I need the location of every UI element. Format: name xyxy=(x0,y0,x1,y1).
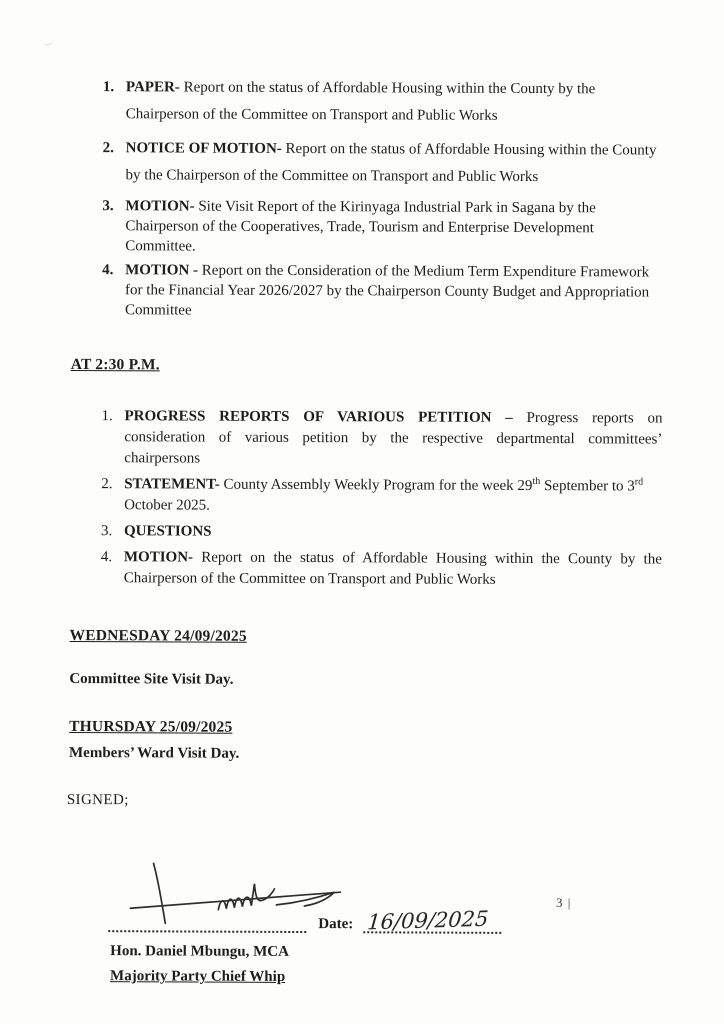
morning-agenda-list xyxy=(102,74,664,322)
item-body: Report on the status of Affordable Housing within the County by the Chairperson of the Committee on Transport and Public Works xyxy=(125,79,596,124)
list-item-motion-expenditure xyxy=(102,260,663,322)
list-item-progress-reports xyxy=(101,406,662,471)
item-text xyxy=(125,196,663,258)
item-number: 3. xyxy=(102,198,114,215)
list-item-motion-housing xyxy=(101,547,662,591)
wednesday-heading: WEDNESDAY 24/09/2025 xyxy=(69,626,247,645)
item-text xyxy=(125,260,663,322)
list-item-paper xyxy=(103,74,664,130)
signed-label: SIGNED; xyxy=(66,791,129,809)
list-item-notice-of-motion xyxy=(102,135,663,191)
item-text xyxy=(124,521,662,544)
list-item-questions xyxy=(101,521,662,544)
item-label: NOTICE OF MOTION- xyxy=(125,140,282,157)
item-body: October 2025. xyxy=(124,497,210,514)
ordinal-superscript: rd xyxy=(634,476,644,488)
ordinal-superscript: th xyxy=(532,476,541,488)
item-label: MOTION- xyxy=(123,549,194,566)
item-text xyxy=(126,74,664,130)
wednesday-note: Committee Site Visit Day. xyxy=(69,670,234,688)
item-label: STATEMENT- xyxy=(124,476,220,493)
page-number: 3 | xyxy=(556,895,572,910)
item-body: County Assembly Weekly Program for the week 29 xyxy=(219,476,533,495)
signatory-title: Majority Party Chief Whip xyxy=(110,968,286,985)
date-dotted-line xyxy=(363,906,501,935)
afternoon-sitting-heading: AT 2:30 P.M. xyxy=(70,355,160,374)
date-label: Date: xyxy=(318,916,354,933)
item-label: MOTION - xyxy=(125,262,199,279)
item-number: 4. xyxy=(102,262,114,279)
list-item-statement xyxy=(101,474,662,518)
afternoon-agenda-list xyxy=(101,406,663,591)
item-label: MOTION- xyxy=(125,198,195,215)
item-body: Report on the Consideration of the Medium Term Expenditure Framework for the Financial Year 2026/2027 by the Chairperson County Budget and Appropriation Committee xyxy=(124,262,650,319)
item-number: 2. xyxy=(102,140,114,157)
item-number: 4. xyxy=(100,549,113,566)
signature-dotted-line xyxy=(108,916,306,933)
document-content xyxy=(66,74,664,985)
scan-speck xyxy=(43,37,54,46)
signatory-name: Hon. Daniel Mbungu, MCA xyxy=(110,943,289,960)
signature-date-row xyxy=(108,906,501,935)
item-number: 1. xyxy=(102,79,115,96)
item-text xyxy=(124,474,662,518)
handwritten-date: 16/09/2025 xyxy=(366,906,490,935)
item-body: Progress reports on consideration of various petition by the respective departmental committees’ chairpersons xyxy=(124,409,663,467)
thursday-heading: THURSDAY 25/09/2025 xyxy=(69,717,233,736)
item-body: Report on the status of Affordable Housing within the County by the Chairperson of the Committee on Transport and Public Works xyxy=(125,140,657,186)
item-number: 2. xyxy=(101,476,113,493)
item-text xyxy=(124,547,662,591)
thursday-note: Members’ Ward Visit Day. xyxy=(69,744,240,762)
item-text xyxy=(124,406,662,471)
item-number: 1. xyxy=(101,408,113,425)
item-body: Site Visit Report of the Kirinyaga Industrial Park in Sagana by the Chairperson of the Cooperatives, Trade, Tourism and Enterprise Development Committee. xyxy=(125,198,596,255)
item-text xyxy=(125,135,663,191)
signature-block xyxy=(108,871,660,985)
item-label: PROGRESS REPORTS OF VARIOUS PETITION – xyxy=(124,408,513,426)
list-item-motion-site-visit xyxy=(102,196,663,258)
item-body: September to 3 xyxy=(540,478,635,495)
item-body: Report on the status of Affordable Housing within the County by the Chairperson of the Committee on Transport and Public Works xyxy=(123,549,662,588)
item-label: QUESTIONS xyxy=(123,523,212,540)
item-number: 3. xyxy=(100,523,113,540)
item-label: PAPER- xyxy=(125,79,180,96)
